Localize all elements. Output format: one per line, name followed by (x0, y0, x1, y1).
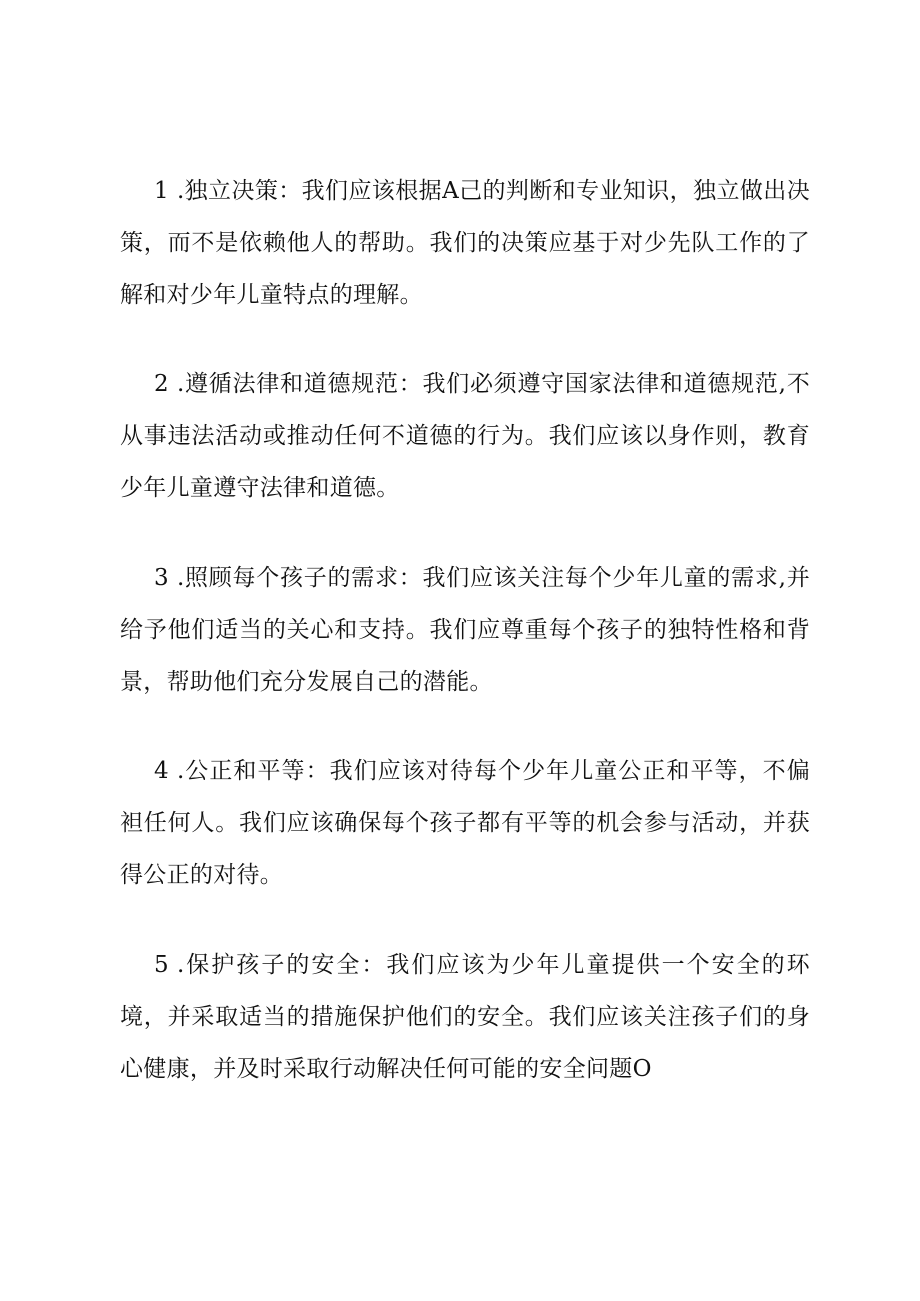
item-text: .保护孩子的安全：我们应该为少年儿童提供一个安全的环境，并采取适当的措施保护他们的安全。我们应该关注孩子们的身心健康，并及时采取行动解决任何可能的安全问题O (120, 952, 810, 1082)
item-text: .遵循法律和道德规范：我们必须遵守国家法律和道德规范,不从事违法活动或推动任何不道德的行为。我们应该以身作则，教育少年儿童遵守法律和道德。 (120, 371, 810, 501)
item-text: .照顾每个孩子的需求：我们应该关注每个少年儿童的需求,并给予他们适当的关心和支持。我们应尊重每个孩子的独特性格和背景，帮助他们充分发展自己的潜能。 (120, 565, 810, 695)
item-number: 5 (154, 952, 169, 978)
item-number: 1 (154, 178, 169, 204)
numbered-paragraph-4 (120, 745, 810, 901)
numbered-paragraph-3 (120, 552, 810, 708)
item-number: 4 (154, 758, 169, 784)
numbered-paragraph-2 (120, 358, 810, 514)
item-number: 3 (154, 565, 169, 591)
numbered-paragraph-5 (120, 939, 810, 1095)
numbered-paragraph-1 (120, 165, 810, 321)
item-text: .公正和平等：我们应该对待每个少年儿童公正和平等，不偏袒任何人。我们应该确保每个孩子都有平等的机会参与活动，并获得公正的对待。 (120, 758, 810, 888)
item-text: .独立决策：我们应该根据A己的判断和专业知识，独立做出决策，而不是依赖他人的帮助。我们的决策应基于对少先队工作的了解和对少年儿童特点的理解。 (120, 178, 810, 308)
item-number: 2 (154, 371, 169, 397)
